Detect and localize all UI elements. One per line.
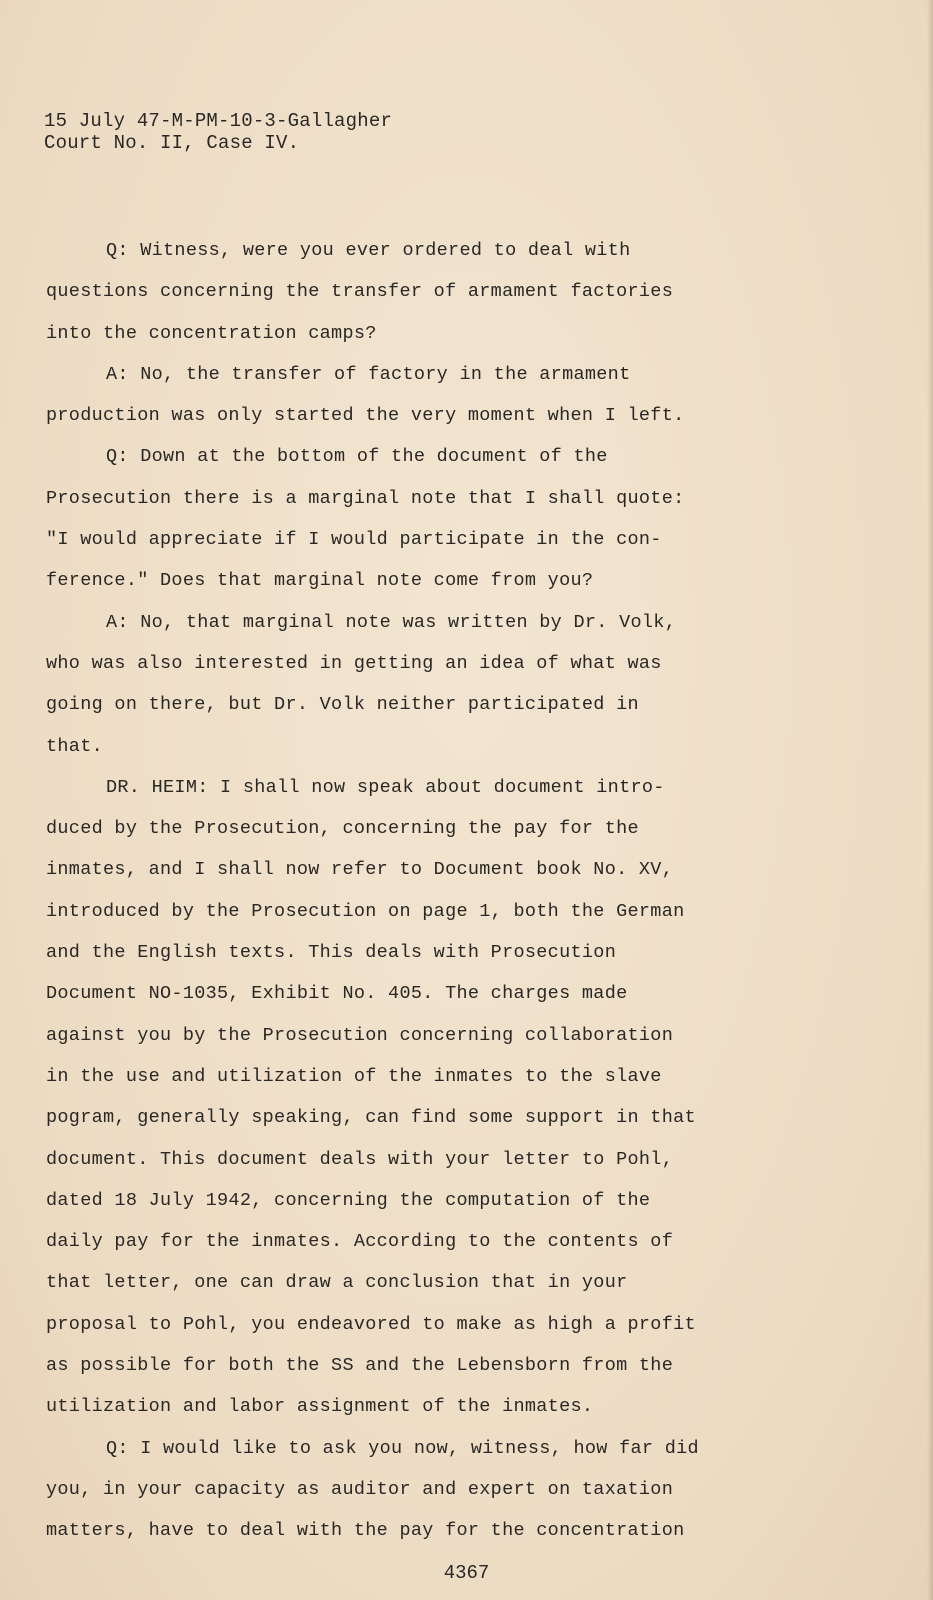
- transcript-line: Q: Down at the bottom of the document of the: [106, 446, 608, 468]
- transcript-line: DR. HEIM: I shall now speak about document intro-: [106, 776, 665, 798]
- transcript-line: and the English texts. This deals with Prosecution: [46, 942, 617, 964]
- transcript-line: duced by the Prosecution, concerning the pay for the: [46, 818, 639, 840]
- transcript-line: questions concerning the transfer of armament factories: [46, 281, 674, 303]
- transcript-line: A: No, the transfer of factory in the armament: [106, 363, 631, 385]
- transcript-line: dated 18 July 1942, concerning the computation of the: [46, 1189, 651, 1211]
- transcript-line: into the concentration camps?: [46, 322, 377, 344]
- transcript-line: matters, have to deal with the pay for the concentration: [46, 1520, 685, 1542]
- page-edge-shadow: [927, 0, 933, 1600]
- transcript-line: Q: I would like to ask you now, witness, how far did: [106, 1437, 699, 1459]
- transcript-body: [46, 230, 756, 1552]
- transcript-line: who was also interested in getting an idea of what was: [46, 652, 662, 674]
- transcript-line: in the use and utilization of the inmates to the slave: [46, 1065, 662, 1087]
- transcript-line: A: No, that marginal note was written by Dr. Volk,: [106, 611, 677, 633]
- transcript-line: "I would appreciate if I would participate in the con-: [46, 529, 662, 551]
- transcript-line: Document NO-1035, Exhibit No. 405. The charges made: [46, 983, 628, 1005]
- header-session-line: 15 July 47-M-PM-10-3-Gallagher: [44, 110, 393, 132]
- transcript-line: against you by the Prosecution concerning collaboration: [46, 1024, 674, 1046]
- document-header: [44, 110, 392, 154]
- transcript-line: proposal to Pohl, you endeavored to make as high a profit: [46, 1313, 696, 1335]
- transcript-line: pogram, generally speaking, can find some support in that: [46, 1107, 696, 1129]
- transcript-line: daily pay for the inmates. According to the contents of: [46, 1231, 674, 1253]
- transcript-line: production was only started the very moment when I left.: [46, 405, 685, 427]
- header-court-line: Court No. II, Case IV.: [44, 132, 300, 154]
- transcript-line: document. This document deals with your letter to Pohl,: [46, 1148, 674, 1170]
- transcript-line: Q: Witness, were you ever ordered to deal with: [106, 240, 631, 261]
- page-number: 4367: [443, 1562, 490, 1584]
- transcript-line: introduced by the Prosecution on page 1, both the German: [46, 900, 685, 922]
- transcript-line: inmates, and I shall now refer to Document book No. XV,: [46, 859, 674, 881]
- transcript-line: going on there, but Dr. Volk neither participated in: [46, 694, 639, 716]
- transcript-line: you, in your capacity as auditor and expert on taxation: [46, 1478, 674, 1500]
- transcript-line: ference." Does that marginal note come from you?: [46, 570, 594, 592]
- transcript-line: that.: [46, 735, 104, 757]
- transcript-line: as possible for both the SS and the Lebensborn from the: [46, 1355, 674, 1377]
- transcript-line: that letter, one can draw a conclusion that in your: [46, 1272, 628, 1294]
- transcript-line: utilization and labor assignment of the inmates.: [46, 1396, 594, 1418]
- transcript-line: Prosecution there is a marginal note that I shall quote:: [46, 487, 685, 509]
